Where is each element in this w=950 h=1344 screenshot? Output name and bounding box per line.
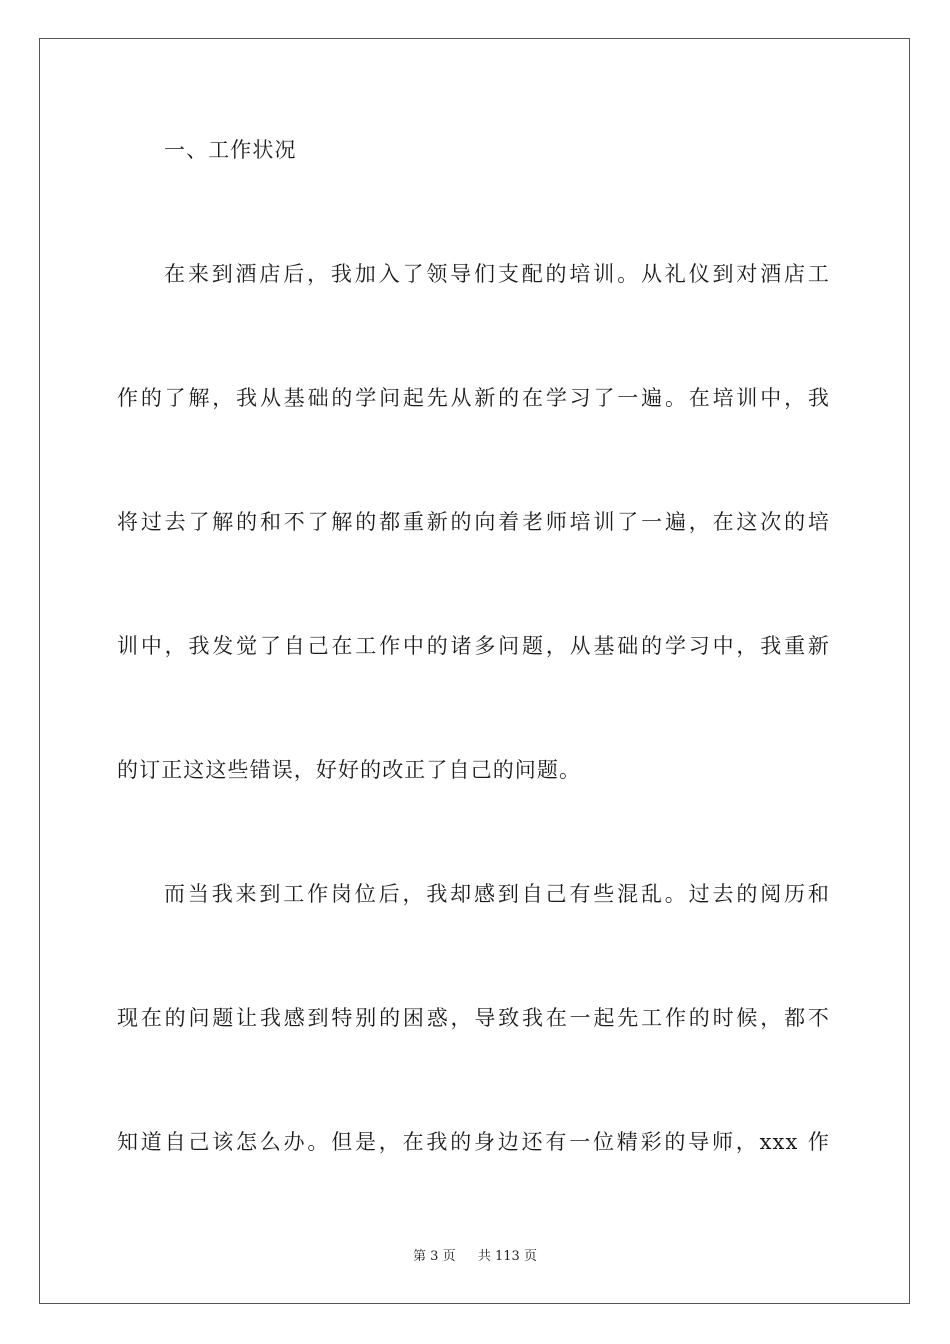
paragraph-1-line-3: 将过去了解的和不了解的都重新的向着老师培训了一遍，在这次的培: [117, 510, 830, 534]
paragraph-2-line-1: 而当我来到工作岗位后，我却感到自己有些混乱。过去的阅历和: [164, 882, 830, 906]
page-footer: [0, 1248, 950, 1266]
paragraph-1-line-4: 训中，我发觉了自己在工作中的诸多问题，从基础的学习中，我重新: [117, 634, 830, 658]
section-heading: 一、工作状况: [164, 138, 297, 162]
page-border: [39, 38, 910, 1304]
page-number: 第 3 页: [413, 1249, 456, 1264]
paragraph-1-line-5: 的订正这这些错误，好好的改正了自己的问题。: [117, 758, 582, 782]
paragraph-1-line-1: 在来到酒店后，我加入了领导们支配的培训。从礼仪到对酒店工: [164, 262, 830, 286]
paragraph-2-line-3: 知道自己该怎么办。但是，在我的身边还有一位精彩的导师，xxx 作: [117, 1130, 830, 1154]
paragraph-2-line-2: 现在的问题让我感到特别的困惑，导致我在一起先工作的时候，都不: [117, 1006, 830, 1030]
page-total: 共 113 页: [477, 1249, 537, 1264]
paragraph-1-line-2: 作的了解，我从基础的学问起先从新的在学习了一遍。在培训中，我: [117, 386, 830, 410]
